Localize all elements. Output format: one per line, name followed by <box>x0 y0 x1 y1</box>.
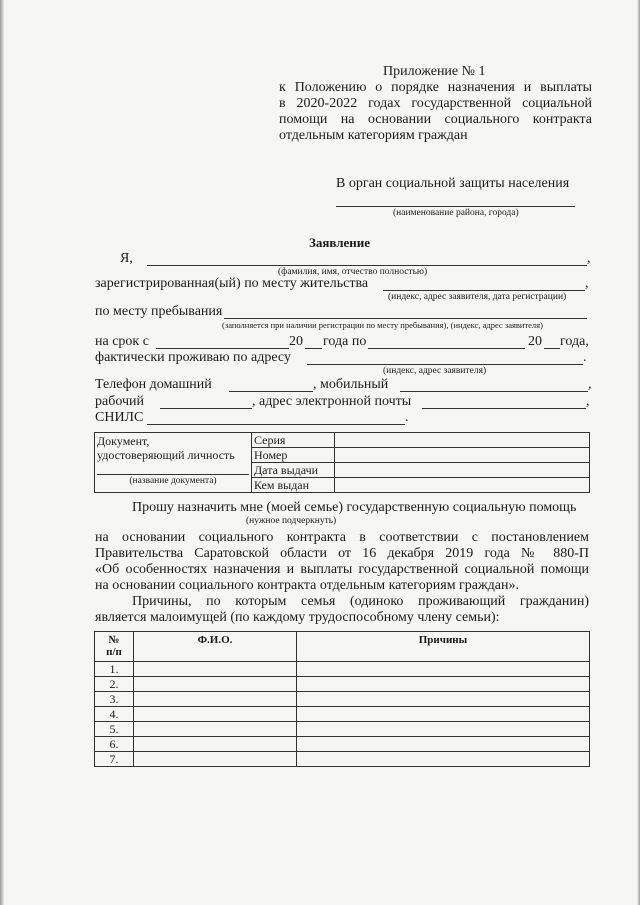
doc-issued-by-label: Кем выдан <box>252 478 335 493</box>
home-phone-label: Телефон домашний <box>95 377 212 392</box>
row-fio-cell[interactable] <box>134 737 297 752</box>
row-reason-cell[interactable] <box>297 722 590 737</box>
table-row <box>95 692 590 707</box>
table-row <box>95 752 590 767</box>
row-reason-cell[interactable] <box>297 752 590 767</box>
table-row <box>95 707 590 722</box>
document-title: Заявление <box>309 235 371 250</box>
row-reason-cell[interactable] <box>297 662 590 677</box>
identity-document-label-2: удостоверяющий личность <box>97 448 235 462</box>
identity-document-label-cell <box>95 433 252 493</box>
stay-label: по месту пребывания <box>95 304 223 319</box>
snils-line[interactable] <box>147 424 405 425</box>
doc-issue-date-value[interactable] <box>335 463 590 478</box>
table-row <box>95 722 590 737</box>
stay-caption: (заполняется при наличии регистрации по месту пребывания), (индекс, адрес заявителя) <box>222 320 543 330</box>
row-fio-cell[interactable] <box>134 692 297 707</box>
actual-address-label: фактически проживаю по адресу <box>95 350 291 365</box>
scan-edge-left <box>0 0 4 905</box>
actual-address-line[interactable] <box>307 364 583 365</box>
i-label: Я, <box>120 251 133 266</box>
term-by-label: года по <box>323 334 367 349</box>
reasons-table <box>94 631 590 767</box>
recipient-line[interactable] <box>336 206 575 207</box>
table-row <box>95 677 590 692</box>
row-number: 6. <box>95 737 134 752</box>
doc-number-label: Номер <box>252 448 335 463</box>
appendix-number: Приложение № 1 <box>383 64 486 79</box>
col-fio-header: Ф.И.О. <box>134 632 297 662</box>
row-number: 5. <box>95 722 134 737</box>
term-year-1-line[interactable] <box>305 348 322 349</box>
request-line-4: «Об особенностях назначения и выплаты государственной социальной помощи <box>95 562 589 577</box>
row-number: 7. <box>95 752 134 767</box>
doc-series-label: Серия <box>252 433 335 448</box>
col-reason-header: Причины <box>297 632 590 662</box>
email-comma: , <box>586 394 590 409</box>
term-year-2: 20 <box>528 334 542 349</box>
doc-issued-by-value[interactable] <box>335 478 590 493</box>
home-phone-line[interactable] <box>229 391 313 392</box>
request-line-2: на основании социального контракта в соответствии с постановлением <box>95 530 589 545</box>
work-phone-label: рабочий <box>95 394 144 409</box>
fio-line[interactable] <box>147 265 587 266</box>
snils-dot: . <box>405 410 409 425</box>
identity-document-table <box>94 432 590 493</box>
request-line-1: Прошу назначить мне (моей семье) государственную социальную помощь <box>132 500 577 515</box>
reasons-line-2: является малоимущей (по каждому трудоспособному члену семьи): <box>95 610 500 625</box>
fio-comma: , <box>587 251 591 266</box>
snils-label: СНИЛС <box>95 410 144 425</box>
row-fio-cell[interactable] <box>134 707 297 722</box>
email-line[interactable] <box>422 408 586 409</box>
row-number: 3. <box>95 692 134 707</box>
stay-line[interactable] <box>224 318 587 319</box>
term-year-2-line[interactable] <box>544 348 560 349</box>
mobile-line[interactable] <box>400 391 588 392</box>
header-line-1: к Положению о порядке назначения и выплаты <box>279 80 592 95</box>
request-underline-caption: (нужное подчеркнуть) <box>246 516 337 526</box>
actual-address-dot: . <box>583 350 587 365</box>
row-fio-cell[interactable] <box>134 662 297 677</box>
mobile-label: , мобильный <box>313 377 389 392</box>
row-number: 4. <box>95 707 134 722</box>
doc-number-value[interactable] <box>335 448 590 463</box>
term-end-line[interactable] <box>368 348 525 349</box>
header-line-2: в 2020-2022 годах государственной социальной <box>279 96 592 111</box>
table-row <box>95 737 590 752</box>
reasons-line-1: Причины, по которым семья (одиноко проживающий гражданин) <box>132 594 589 609</box>
col-number-header <box>95 632 134 662</box>
header-line-3: помощи на основании социального контракта <box>279 112 592 127</box>
row-number: 1. <box>95 662 134 677</box>
col-number-header-1: № <box>108 634 120 646</box>
col-number-header-2: п/п <box>106 646 122 658</box>
recipient-label: В орган социальной защиты населения <box>336 176 570 191</box>
mobile-comma: , <box>588 377 592 392</box>
term-year-1: 20 <box>289 334 303 349</box>
row-fio-cell[interactable] <box>134 722 297 737</box>
registered-caption: (индекс, адрес заявителя, дата регистрации) <box>388 292 567 302</box>
term-label: на срок с <box>95 334 149 349</box>
row-number: 2. <box>95 677 134 692</box>
term-start-line[interactable] <box>156 348 289 349</box>
doc-issue-date-label: Дата выдачи <box>252 463 335 478</box>
email-label: , адрес электронной почты <box>252 394 412 409</box>
row-reason-cell[interactable] <box>297 692 590 707</box>
actual-address-caption: (индекс, адрес заявителя) <box>383 366 487 376</box>
identity-document-label-1: Документ, <box>97 434 150 448</box>
doc-series-value[interactable] <box>335 433 590 448</box>
identity-document-caption: (название документа) <box>97 474 249 487</box>
row-fio-cell[interactable] <box>134 752 297 767</box>
row-reason-cell[interactable] <box>297 677 590 692</box>
row-reason-cell[interactable] <box>297 737 590 752</box>
work-phone-line[interactable] <box>160 408 252 409</box>
table-row <box>95 662 590 677</box>
registered-comma: , <box>585 276 589 291</box>
recipient-caption: (наименование района, города) <box>393 208 519 218</box>
registered-label: зарегистрированная(ый) по месту жительства <box>95 276 369 291</box>
term-suffix: года, <box>560 334 589 349</box>
request-line-5: на основании социального контракта отдельным категориям граждан». <box>95 578 520 593</box>
fio-caption: (фамилия, имя, отчество полностью) <box>278 267 428 277</box>
row-reason-cell[interactable] <box>297 707 590 722</box>
row-fio-cell[interactable] <box>134 677 297 692</box>
request-line-3: Правительства Саратовской области от 16 декабря 2019 года № 880-П <box>95 546 589 561</box>
header-line-4: отдельным категориям граждан <box>279 128 468 143</box>
registered-line[interactable] <box>383 290 585 291</box>
